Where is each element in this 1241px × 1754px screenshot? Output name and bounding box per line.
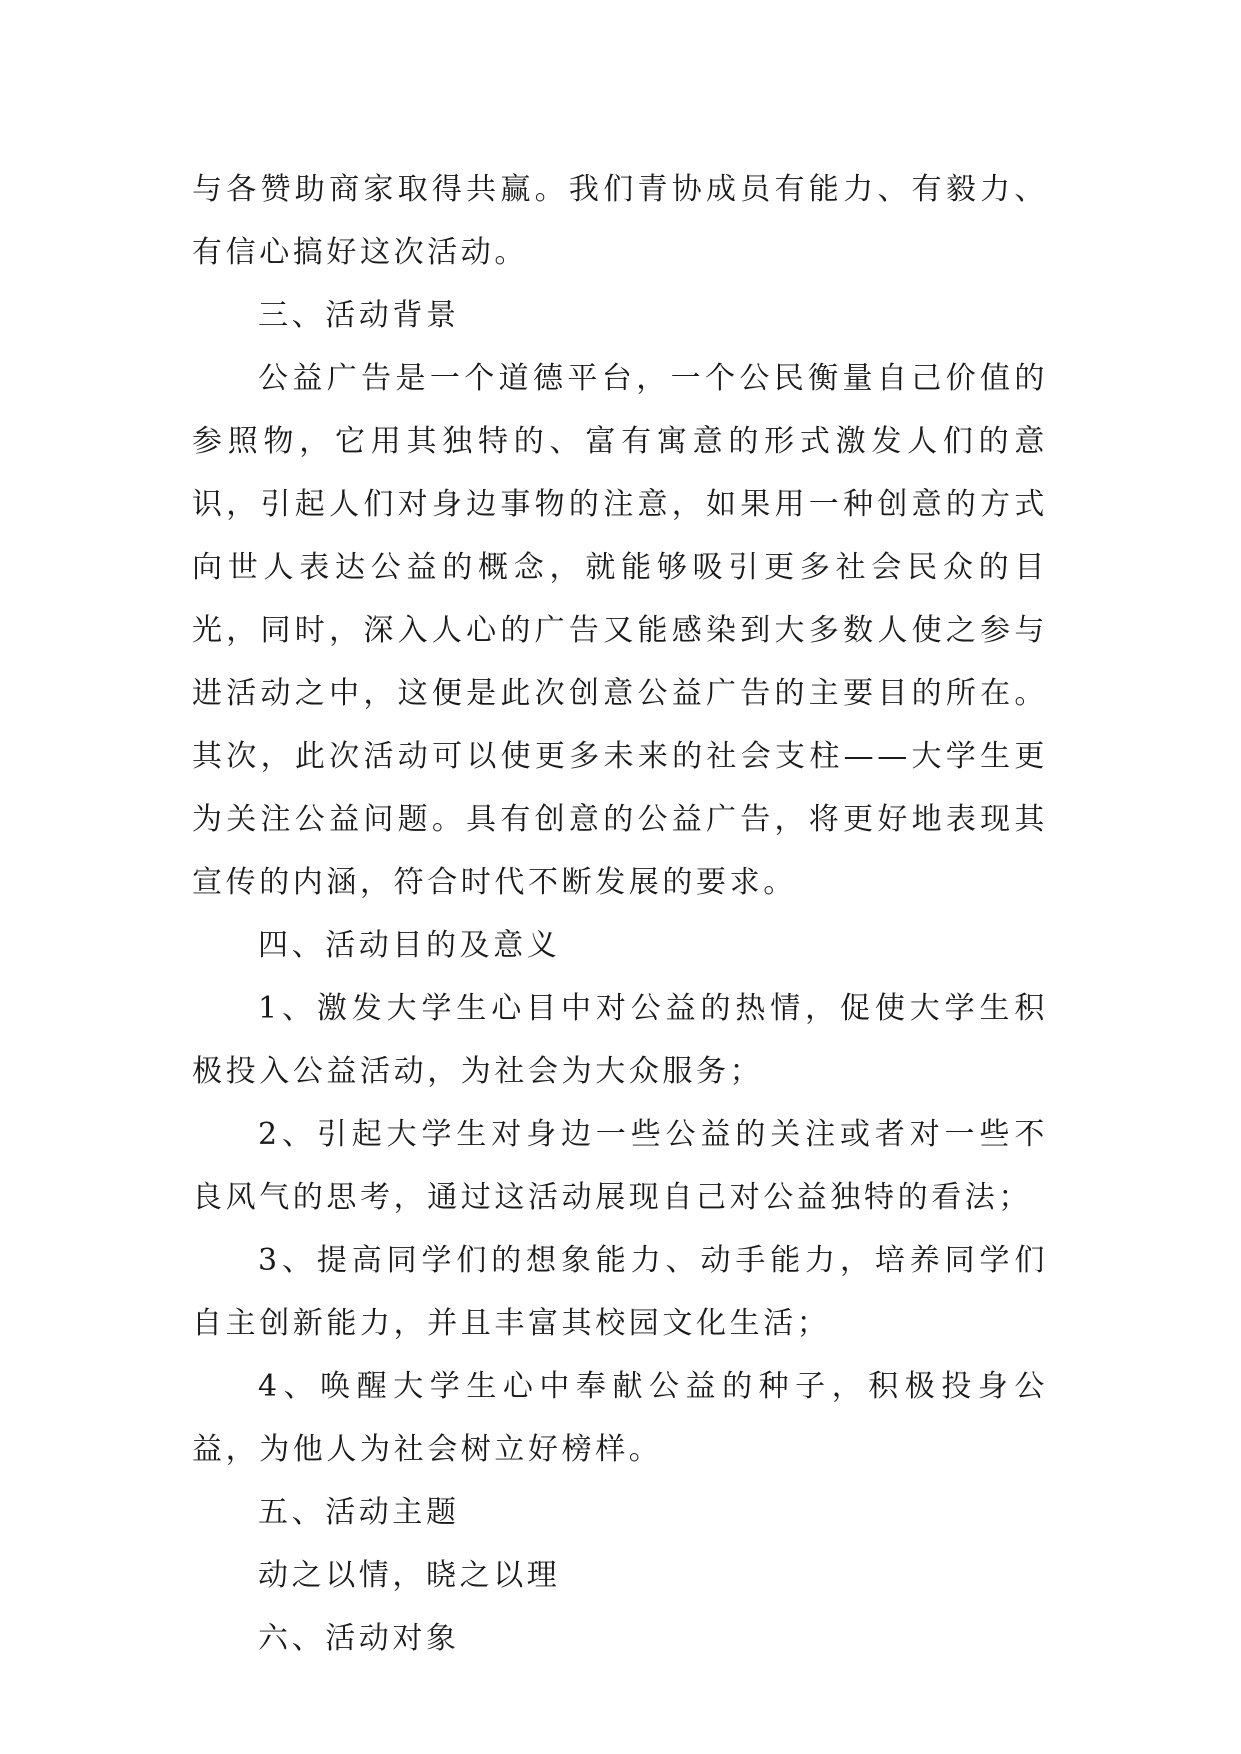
paragraph-background: 公益广告是一个道德平台，一个公民衡量自己价值的参照物，它用其独特的、富有寓意的形式激发人们的意识，引起人们对身边事物的注意，如果用一种创意的方式向世人表达公益的概念，就能够吸引更多社会民众的目光，同时，深入人心的广告又能感染到大多数人使之参与进活动之中，这便是此次创意公益广告的主要目的所在。其次，此次活动可以使更多未来的社会支柱——大学生更为关注公益问题。具有创意的公益广告，将更好地表现其宣传的内涵，符合时代不断发展的要求。 (192, 361, 1048, 900)
section-heading-background: 三、活动背景 (258, 298, 460, 333)
section-heading-purpose: 四、活动目的及意义 (258, 928, 561, 963)
section-heading-audience: 六、活动对象 (258, 1621, 460, 1656)
section-heading-theme: 五、活动主题 (258, 1495, 460, 1530)
list-item-purpose-2: 2、引起大学生对身边一些公益的关注或者对一些不良风气的思考，通过这活动展现自己对公益独特的看法； (192, 1117, 1048, 1215)
list-item-purpose-4: 4、唤醒大学生心中奉献公益的种子，积极投身公益，为他人为社会树立好榜样。 (192, 1369, 1048, 1467)
continuation-paragraph: 与各赞助商家取得共赢。我们青协成员有能力、有毅力、有信心搞好这次活动。 (192, 172, 1048, 270)
document-body (192, 158, 1048, 1670)
list-item-purpose-3: 3、提高同学们的想象能力、动手能力，培养同学们自主创新能力，并且丰富其校园文化生活； (192, 1243, 1048, 1341)
list-item-purpose-1: 1、激发大学生心目中对公益的热情，促使大学生积极投入公益活动，为社会为大众服务； (192, 991, 1048, 1089)
paragraph-theme: 动之以情，晓之以理 (258, 1558, 561, 1593)
